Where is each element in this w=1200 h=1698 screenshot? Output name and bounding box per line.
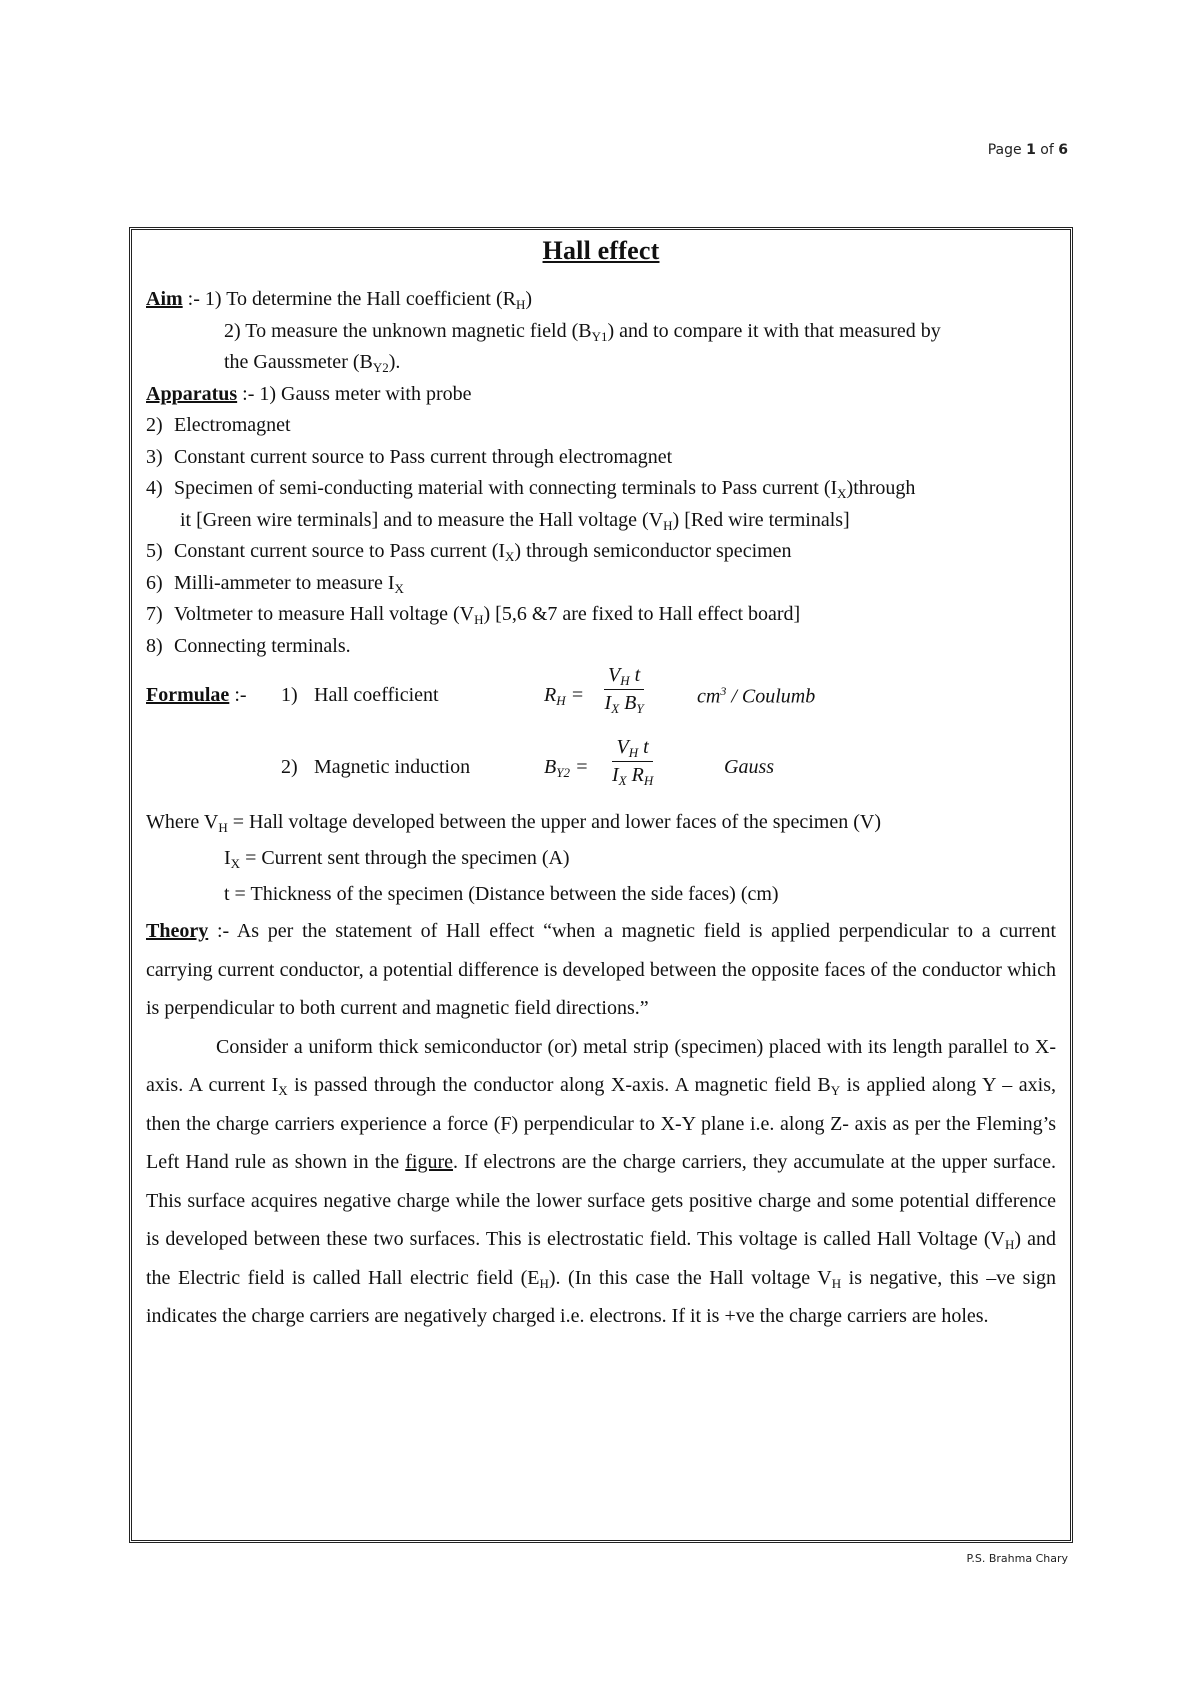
theory-label: Theory <box>146 920 209 942</box>
where-line-3: t = Thickness of the specimen (Distance between the side faces) (cm) <box>224 883 779 905</box>
page-title: Hall effect <box>542 236 660 265</box>
apparatus-line-1: Apparatus :- 1) Gauss meter with probe <box>146 382 472 405</box>
aim-line-2: 2) To measure the unknown magnetic field $(B_{Y1})$ and to compare it with that measured by <box>224 319 941 344</box>
where-line-1: Where $V_H$ = Hall voltage developed between the upper and lower faces of the specimen (V) <box>146 811 882 835</box>
aim-line-3: the Gaussmeter $(B_{Y2})$. <box>224 351 401 375</box>
apparatus-item: 2) Electromagnet <box>146 414 291 436</box>
theory-section <box>146 912 1056 1336</box>
fraction: $\frac{V_H t}{I_X R_H}$ <box>612 736 654 788</box>
fraction: $\frac{V_H t}{I_X B_Y}$ <box>604 664 644 716</box>
theory-paragraph-2: Consider a uniform thick semiconductor (or) metal strip (specimen) placed with its length parallel to X-axis. A current $I_X$ is passed through the conductor along X-axis. A magnetic field $B_Y$ is applied along Y – axis, then the charge carriers experience a force (F) perpendicular to X-Y plane i.e. along Z- axis as per the Fleming’s Left Hand rule as shown in the figure. If electrons are the charge carriers, they accumulate at the upper surface. This surface acquires negative charge while the lower surface gets positive charge and some potential difference is developed between these two surfaces. This is electrostatic field. This voltage is called Hall Voltage $(V_H)$ and the Electric field is called Hall electric field $(E_H)$. (In this case the Hall voltage $V_H$ is negative, this –ve sign indicates the charge carriers are negatively charged i.e. electrons. If it is +ve the charge carriers are holes. <box>146 1035 1056 1327</box>
apparatus-item: 6) Milli-ammeter to measure $I_X$ <box>146 571 404 596</box>
document-content <box>146 230 1056 1336</box>
apparatus-item: 5) Constant current source to Pass current $(I_X)$ through semiconductor specimen <box>146 540 792 564</box>
apparatus-item: 3) Constant current source to Pass current through electromagnet <box>146 445 673 468</box>
formula-magnetic-induction: 2) Magnetic induction $B_{Y2}$ = $\frac{V_H t}{I_X R_H}$ Gauss <box>281 736 775 788</box>
apparatus-item: 7) Voltmeter to measure Hall voltage $(V_H)$ [5,6 &7 are fixed to Hall effect board] <box>146 603 801 627</box>
aim-line-1: Aim :- 1) To determine the Hall coefficient $(R_H)$ <box>146 288 533 312</box>
where-line-2: $I_X$ = Current sent through the specimen (A) <box>224 847 570 871</box>
figure-link[interactable]: figure <box>405 1151 454 1173</box>
apparatus-item: 8) Connecting terminals. <box>146 634 351 657</box>
apparatus-item-continued: it [Green wire terminals] and to measure the Hall voltage $(V_H)$ [Red wire terminals] <box>180 508 850 533</box>
document-frame <box>129 227 1073 1543</box>
aim-label: Aim <box>146 288 183 310</box>
author-footer: P.S. Brahma Chary <box>966 1552 1068 1565</box>
apparatus-label: Apparatus <box>146 382 238 405</box>
theory-paragraph-1: Theory :- As per the statement of Hall effect “when a magnetic field is applied perpendicular to a current carrying current conductor, a potential difference is developed between the opposite faces of the conductor which is perpendicular to both current and magnetic field directions.” <box>146 920 1057 1019</box>
formulae-label: Formulae <box>146 684 230 706</box>
formula-hall-coefficient: Formulae :- 1) Hall coefficient $R_H$ = $\frac{V_H t}{I_X B_Y}$ $cm^3$ / Coulumb <box>146 664 816 716</box>
apparatus-item: 4) Specimen of semi-conducting material with connecting terminals to Pass current $(I_X)through$ <box>146 477 916 501</box>
page-number: Page 1 of 6 <box>987 142 1068 158</box>
